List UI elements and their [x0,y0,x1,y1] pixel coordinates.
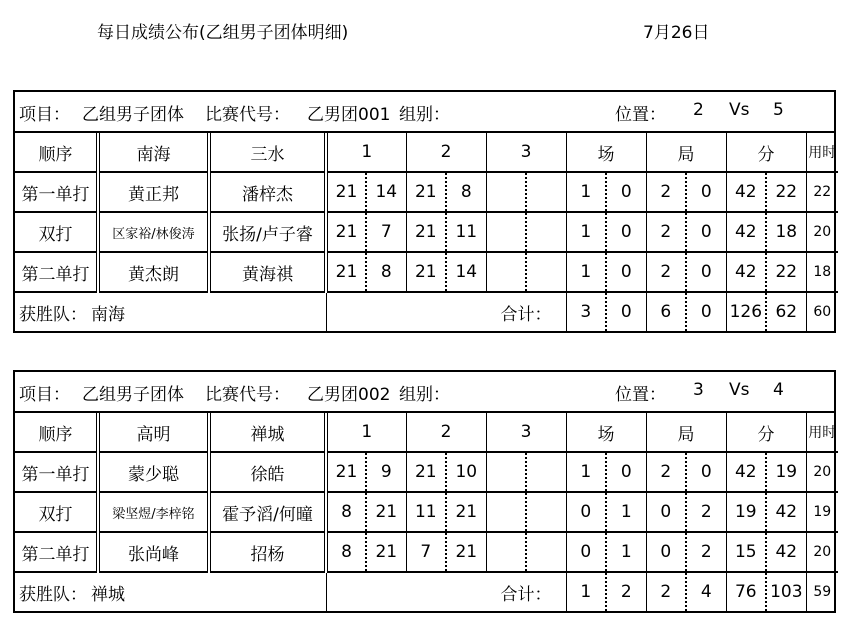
col-game-2: 2 [406,413,486,452]
game-score [526,212,566,252]
game-score [486,172,526,212]
col-team-b: 三水 [209,133,326,172]
games-lost: 2 [686,492,726,532]
matches-lost: 0 [606,452,646,492]
header-row [15,133,838,172]
player-b: 黄海祺 [209,252,326,292]
rubber-row [15,452,838,492]
col-points: 分 [726,413,806,452]
matches-lost: 1 [606,532,646,572]
player-a: 黄杰朗 [98,252,209,292]
col-time: 用时 [806,133,838,172]
total-m-a: 3 [566,292,606,331]
rubber-row [15,492,838,532]
matches-won: 1 [566,252,606,292]
vs-label: Vs [729,380,750,400]
time-used: 20 [806,212,838,252]
matches-won: 0 [566,532,606,572]
total-g-b: 4 [686,572,726,611]
player-a: 梁坚煜/李梓铭 [98,492,209,532]
col-team-a: 南海 [98,133,209,172]
game-score: 21 [446,492,486,532]
games-won: 2 [646,452,686,492]
game-score: 10 [446,452,486,492]
col-team-b: 禅城 [209,413,326,452]
game-score [526,452,566,492]
points-won: 42 [726,252,766,292]
player-a: 蒙少聪 [98,452,209,492]
game-score: 9 [366,452,406,492]
total-p-a: 76 [726,572,766,611]
winner-team: 禅城 [91,584,125,605]
points-lost: 42 [766,492,806,532]
game-score: 21 [406,212,446,252]
game-score: 8 [446,172,486,212]
position-a: 3 [693,380,704,400]
rubber-order: 第一单打 [15,452,98,492]
game-score: 21 [406,452,446,492]
col-game-3: 3 [486,413,566,452]
match-card [13,90,836,333]
time-used: 20 [806,532,838,572]
games-won: 2 [646,252,686,292]
points-lost: 22 [766,252,806,292]
winner-label: 获胜队： [19,304,87,325]
points-lost: 18 [766,212,806,252]
rubber-row [15,252,838,292]
rubber-row [15,172,838,212]
total-time: 59 [813,584,832,600]
matches-won: 1 [566,452,606,492]
game-score: 7 [366,212,406,252]
matches-won: 1 [566,172,606,212]
game-score: 21 [326,452,366,492]
col-games: 局 [646,133,726,172]
game-score: 7 [406,532,446,572]
match-code-label: 比赛代号： [205,105,290,125]
game-score: 21 [446,532,486,572]
winner-team: 南海 [91,304,125,325]
total-g-a: 2 [646,572,686,611]
games-won: 2 [646,212,686,252]
group-label: 组别： [399,105,450,125]
game-score: 11 [446,212,486,252]
vs-label: Vs [729,100,750,120]
col-game-1: 1 [326,133,406,172]
points-won: 42 [726,172,766,212]
points-won: 42 [726,452,766,492]
games-won: 0 [646,532,686,572]
event-name: 乙组男子团体 [82,385,184,405]
game-score: 8 [326,492,366,532]
game-score [486,252,526,292]
matches-lost: 0 [606,252,646,292]
player-b: 潘梓杰 [209,172,326,212]
col-game-1: 1 [326,413,406,452]
game-score: 21 [326,172,366,212]
event-label: 项目： [19,385,70,405]
match-code: 乙男团001 [307,105,391,125]
total-row [15,292,838,331]
page-date: 7月26日 [643,23,710,43]
match-info-bar [15,92,834,133]
results-table [15,133,838,331]
game-score: 14 [366,172,406,212]
points-lost: 42 [766,532,806,572]
game-score [526,252,566,292]
group-label: 组别： [399,385,450,405]
games-won: 2 [646,172,686,212]
games-lost: 0 [686,252,726,292]
position-b: 5 [773,100,784,120]
points-lost: 19 [766,452,806,492]
game-score: 21 [366,532,406,572]
total-label: 合计： [326,292,566,331]
game-score: 21 [366,492,406,532]
col-time: 用时 [806,413,838,452]
game-score: 21 [406,252,446,292]
total-m-b: 2 [606,572,646,611]
position-b: 4 [773,380,784,400]
games-won: 0 [646,492,686,532]
total-g-a: 6 [646,292,686,331]
col-order: 顺序 [15,413,98,452]
rubber-order: 双打 [15,212,98,252]
game-score: 8 [326,532,366,572]
col-points: 分 [726,133,806,172]
position-label: 位置： [615,385,666,405]
points-won: 19 [726,492,766,532]
player-a: 黄正邦 [98,172,209,212]
time-used: 20 [806,452,838,492]
game-score: 11 [406,492,446,532]
col-games: 局 [646,413,726,452]
player-b: 张扬/卢子睿 [209,212,326,252]
event-name: 乙组男子团体 [82,105,184,125]
match-info-bar [15,372,834,413]
games-lost: 2 [686,532,726,572]
winner-label: 获胜队： [19,584,87,605]
col-team-a: 高明 [98,413,209,452]
winner-cell [15,292,326,331]
player-a: 张尚峰 [98,532,209,572]
header-row [15,413,838,452]
match-code: 乙男团002 [307,385,391,405]
position-a: 2 [693,100,704,120]
col-game-3: 3 [486,133,566,172]
game-score: 21 [326,212,366,252]
rubber-order: 第二单打 [15,532,98,572]
total-row [15,572,838,611]
results-table [15,413,838,611]
game-score [526,492,566,532]
game-score: 21 [326,252,366,292]
rubber-order: 双打 [15,492,98,532]
game-score [486,492,526,532]
game-score [486,452,526,492]
page-title: 每日成绩公布(乙组男子团体明细) [97,23,349,43]
col-game-2: 2 [406,133,486,172]
total-p-b: 103 [766,572,806,611]
total-time: 60 [813,304,832,320]
total-p-b: 62 [766,292,806,331]
total-m-b: 0 [606,292,646,331]
col-matches: 场 [566,133,646,172]
games-lost: 0 [686,172,726,212]
game-score [486,532,526,572]
time-used: 22 [806,172,838,212]
player-b: 徐皓 [209,452,326,492]
rubber-order: 第二单打 [15,252,98,292]
match-card [13,370,836,613]
winner-cell [15,572,326,611]
game-score [526,172,566,212]
game-score [526,532,566,572]
total-g-b: 0 [686,292,726,331]
event-label: 项目： [19,105,70,125]
matches-lost: 1 [606,492,646,532]
player-b: 霍予滔/何曈 [209,492,326,532]
col-order: 顺序 [15,133,98,172]
rubber-order: 第一单打 [15,172,98,212]
game-score [486,212,526,252]
points-won: 15 [726,532,766,572]
total-m-a: 1 [566,572,606,611]
total-label: 合计： [326,572,566,611]
points-lost: 22 [766,172,806,212]
position-label: 位置： [615,105,666,125]
rubber-row [15,532,838,572]
points-won: 42 [726,212,766,252]
game-score: 21 [406,172,446,212]
matches-lost: 0 [606,172,646,212]
col-matches: 场 [566,413,646,452]
player-b: 招杨 [209,532,326,572]
match-code-label: 比赛代号： [205,385,290,405]
matches-won: 1 [566,212,606,252]
time-used: 18 [806,252,838,292]
game-score: 14 [446,252,486,292]
total-p-a: 126 [726,292,766,331]
matches-lost: 0 [606,212,646,252]
rubber-row [15,212,838,252]
matches-won: 0 [566,492,606,532]
games-lost: 0 [686,452,726,492]
player-a: 区家裕/林俊涛 [98,212,209,252]
game-score: 8 [366,252,406,292]
games-lost: 0 [686,212,726,252]
time-used: 19 [806,492,838,532]
